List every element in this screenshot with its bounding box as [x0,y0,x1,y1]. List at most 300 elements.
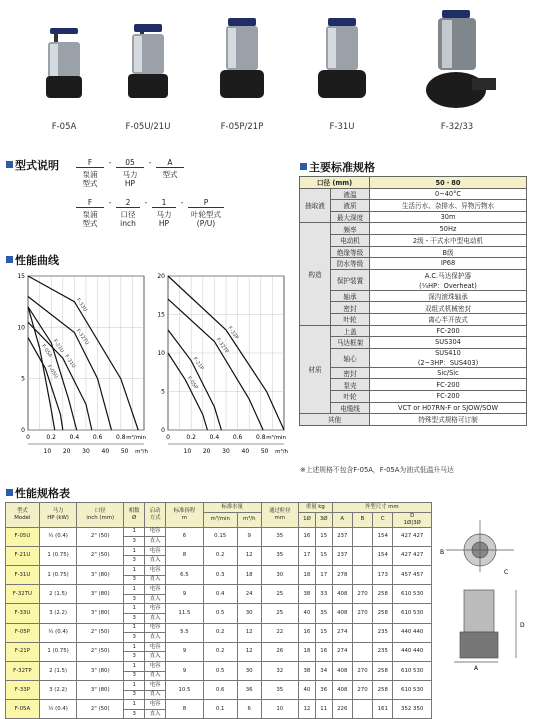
w3-cell: 36 [315,681,332,700]
y-tick-label: 10 [17,324,25,332]
spec-key: 最大深度 [331,211,370,223]
product-label: F-05A [51,122,77,132]
spec-key: 液温 [331,188,370,200]
spec-value: SUS410 (2~3HP：SUS403) [370,348,527,367]
inch-cell: 2" (50) [77,527,124,546]
start-cell: 电容 [145,681,166,691]
product-label: F-05U/21U [125,122,171,132]
code-dash: - [180,198,184,207]
B-cell [352,623,372,642]
y-tick-label: 5 [161,388,165,396]
w3-cell: 15 [315,527,332,546]
spec-row [300,379,527,391]
spec-key: 频率 [331,223,370,235]
section-bullet-icon [6,256,13,263]
m3h-cell: 24 [237,585,261,604]
spec-section-title: 主要标准规格 [300,159,375,175]
model-code: A [156,158,184,168]
phase-cell: 3 [124,652,145,662]
performance-chart-right [146,268,294,470]
phase-cell: 3 [124,594,145,604]
phase-cell: 3 [124,690,145,700]
start-cell: 直入 [145,537,166,547]
pump-image-f32-33 [412,8,502,108]
y-tick-label: 20 [157,273,165,280]
model-cell: F-32TU [6,585,40,604]
start-cell: 电容 [145,546,166,556]
hp-cell: 1 (0.75) [39,546,77,565]
hp-cell: 1 (0.75) [39,565,77,584]
d1-value: 610 [401,667,412,674]
start-cell: 直入 [145,690,166,700]
d3-value: 530 [413,686,424,693]
w3-cell: 15 [315,623,332,642]
m3h-cell: 12 [237,546,261,565]
code-dash: - [108,158,112,167]
d1-value: 610 [401,590,412,597]
performance-spec-table [5,502,432,719]
section-bullet-icon [300,163,307,170]
d1-value: 427 [401,533,412,540]
phase-cell: 1 [124,527,145,537]
d-cell [393,565,432,584]
pass-cell: 30 [261,565,298,584]
phase-cell: 3 [124,709,145,719]
x-axis-label: m³/min [126,435,146,441]
start-cell: 直入 [145,575,166,585]
d3-value: 350 [413,705,424,712]
head-cell: 9 [166,642,203,661]
inch-cell: 3" (80) [77,604,124,623]
w3-cell: 33 [315,585,332,604]
product-label: F-32/33 [440,122,474,132]
hp-cell: 3 (2.2) [39,604,77,623]
phase-cell: 3 [124,575,145,585]
series-label: F-05P [185,375,199,391]
m3h-cell: 36 [237,681,261,700]
m3min-cell: 0.2 [203,546,237,565]
table-row [6,700,432,710]
d-cell [393,604,432,623]
x2-axis-label: m³/h [275,449,288,455]
spec-value: B级 [370,246,527,258]
x-tick-label: 0 [26,434,30,441]
w1-cell: 16 [299,527,316,546]
model-code: 1 [152,198,176,208]
d1-value: 610 [401,686,412,693]
series-label: F-33U [74,297,89,313]
x2-tick-label: 50 [260,448,269,455]
table-row [6,661,432,671]
w3-cell: 15 [315,546,332,565]
product-label: F-31U [329,122,355,132]
inch-cell: 2" (50) [77,642,124,661]
spec-row [300,390,527,402]
spec-value: 生活污水、杂排水、异物污物水 [370,200,527,212]
start-cell: 直入 [145,633,166,643]
series-label: F-31U [63,353,77,370]
y-tick-label: 15 [157,311,165,319]
start-cell: 电容 [145,565,166,575]
w1-cell: 12 [299,700,316,719]
table-row [6,681,432,691]
dimension-label: A [474,665,479,672]
code-label: 马力 HP [122,170,138,188]
m3min-cell: 0.15 [203,527,237,546]
spec-row [300,302,527,314]
pass-cell: 35 [261,681,298,700]
spec-key: 叶轮 [331,390,370,402]
start-cell: 电容 [145,585,166,595]
performance-chart-left [6,268,152,470]
phase-cell: 3 [124,556,145,566]
pump-image-f05p-21p [206,8,278,108]
m3min-cell: 0.1 [203,700,237,719]
m3h-cell: 6 [237,700,261,719]
B-cell: 270 [352,604,372,623]
pass-cell: 25 [261,585,298,604]
pass-cell: 35 [261,546,298,565]
phase-cell: 1 [124,565,145,575]
spec-row [300,414,527,426]
m3min-cell: 0.3 [203,565,237,584]
table-row [6,604,432,614]
B-cell [352,642,372,661]
spec-value: 50Hz [370,223,527,235]
x-axis-label: m³/min [266,435,286,441]
spec-header-row [300,177,527,189]
model-code: 05 [116,158,144,168]
spec-row [300,325,527,337]
start-cell: 电容 [145,700,166,710]
m3min-cell: 0.2 [203,623,237,642]
start-cell: 电容 [145,527,166,537]
perf-subheader: D [410,512,415,519]
phase-cell: 1 [124,681,145,691]
pass-cell: 22 [261,623,298,642]
spec-row [300,223,527,235]
perf-header: 标准扬程 m [166,503,203,528]
spec-row [300,313,527,325]
phase-cell: 1 [124,585,145,595]
d3-value: 530 [413,590,424,597]
spec-row [300,367,527,379]
w1-cell: 18 [299,565,316,584]
spec-key: 其他 [300,414,370,426]
perf-subheader: 3Ø [315,512,332,527]
y-tick-label: 5 [21,375,25,383]
phase-cell: 1 [124,661,145,671]
perf-header: 标准水量 [203,503,261,513]
x2-tick-label: 10 [183,448,192,455]
head-cell: 8 [166,546,203,565]
m3h-cell: 12 [237,642,261,661]
x-tick-label: 0.8 [256,434,266,441]
series-label: F-05U [45,364,60,380]
dimension-label: D [520,622,525,629]
x-tick-label: 0.8 [116,434,126,441]
model-cell: F-05P [6,623,40,642]
spec-group-label: 构造 [300,223,331,325]
w1-cell: 40 [299,681,316,700]
hp-cell: 2 (1.5) [39,661,77,680]
hp-cell: ½ (0.4) [39,623,77,642]
perf-section-title: 性能规格表 [6,485,70,501]
spec-header-key: 口径 (mm) [300,177,370,189]
spec-row [300,188,527,200]
spec-key: 电缆线 [331,402,370,414]
head-cell: 6 [166,527,203,546]
d3-value: 427 [413,533,424,540]
pass-cell: 10 [261,700,298,719]
x2-tick-label: 20 [202,448,211,455]
spec-key: 轴承 [331,290,370,302]
table-row [6,546,432,556]
table-row [6,565,432,575]
perf-subheader: m³/h [237,512,261,527]
series-label: F-21U [51,338,65,354]
A-cell: 274 [332,623,352,642]
d-cell [393,661,432,680]
head-cell: 9 [166,585,203,604]
C-cell: 258 [373,604,393,623]
m3min-cell: 0.2 [203,642,237,661]
spec-key: 液质 [331,200,370,212]
spec-row [300,269,527,290]
spec-key: 密封 [331,302,370,314]
C-cell: 235 [373,642,393,661]
y-tick-label: 0 [161,427,165,434]
start-cell: 直入 [145,652,166,662]
spec-value: 30m [370,211,527,223]
C-cell: 154 [373,527,393,546]
table-row [6,585,432,595]
code-dash: - [144,198,148,207]
head-cell: 5.5 [166,623,203,642]
spec-value: FC-200 [370,325,527,337]
code-dash: - [148,158,152,167]
spec-value: 离心半开放式 [370,313,527,325]
w1-cell: 17 [299,546,316,565]
d3-value: 427 [413,552,424,559]
A-cell: 274 [332,642,352,661]
series-label: F-05A [39,343,54,359]
phase-cell: 1 [124,700,145,710]
d3-value: 530 [413,667,424,674]
perf-header: 外型尺寸 mm [332,503,431,513]
A-cell: 237 [332,546,352,565]
perf-subheader: D 1Ø|3Ø [393,512,432,527]
x2-tick-label: 10 [43,448,52,455]
perf-subheader: m³/min [203,512,237,527]
pass-cell: 32 [261,661,298,680]
model-cell: F-05U [6,527,40,546]
model-cell: F-33U [6,604,40,623]
x-tick-label: 0.4 [209,434,220,441]
spec-value: 特殊型式规格可订制 [370,414,527,426]
x2-tick-label: 40 [101,448,110,455]
d1-value: 352 [401,705,412,712]
m3h-cell: 18 [237,565,261,584]
series-label: F-32TU [74,328,90,347]
start-cell: 电容 [145,623,166,633]
head-cell: 11.5 [166,604,203,623]
spec-key: 防水等级 [331,258,370,270]
spec-table [299,176,527,426]
spec-row [300,258,527,270]
d3-value: 440 [413,648,424,655]
start-cell: 电容 [145,642,166,652]
series-label: F-21P [191,356,205,372]
spec-row [300,234,527,246]
spec-value: FC-200 [370,390,527,402]
spec-value: 深沟滚珠轴承 [370,290,527,302]
d-cell [393,681,432,700]
w1-cell: 16 [299,623,316,642]
w1-cell: 40 [299,604,316,623]
d1-value: 440 [401,648,412,655]
m3min-cell: 0.4 [203,585,237,604]
A-cell: 408 [332,681,352,700]
start-cell: 直入 [145,556,166,566]
B-cell [352,565,372,584]
model-cell: F-33P [6,681,40,700]
pass-cell: 25 [261,604,298,623]
x-tick-label: 0.6 [232,434,243,441]
spec-key: 泵壳 [331,379,370,391]
w3-cell: 17 [315,565,332,584]
pump-image-f31u [306,8,378,108]
A-cell: 226 [332,700,352,719]
model-code: P [188,198,224,208]
head-cell: 6.5 [166,565,203,584]
product-label: F-05P/21P [220,122,264,132]
table-row [6,642,432,652]
d-cell [393,585,432,604]
w3-cell: 16 [315,642,332,661]
phase-cell: 3 [124,537,145,547]
model-section-title: 型式说明 [6,157,59,173]
spec-header-value: 50・80 [370,177,527,189]
spec-footnote: ※上述规格不包含F-05A，F-05A为油式低温升马达 [300,466,454,474]
perf-header: 马力 HP (kW) [39,503,77,528]
hp-cell: 3 (2.2) [39,681,77,700]
code-label: 叶轮型式 (P/U) [191,210,221,228]
table-row [6,623,432,633]
pump-image-f05a [28,8,100,108]
spec-value: IP68 [370,258,527,270]
table-row [6,527,432,537]
curve-section-title: 性能曲线 [6,252,59,268]
model-cell: F-21U [6,546,40,565]
d3-value: 457 [413,571,424,578]
model-code: F [76,158,104,168]
spec-key: 叶轮 [331,313,370,325]
spec-row [300,337,527,349]
spec-key: 马达框架 [331,337,370,349]
spec-value: A.C.马达保护器 (⅓HP：Overheat) [370,269,527,290]
A-cell: 408 [332,585,352,604]
perf-header: 相数 Ø [124,503,145,528]
B-cell [352,700,372,719]
x2-tick-label: 20 [62,448,71,455]
spec-value: SUS304 [370,337,527,349]
m3min-cell: 0.5 [203,661,237,680]
x2-tick-label: 50 [120,448,129,455]
series-label: F-33P [226,325,240,341]
perf-subheader: B [352,512,372,527]
start-cell: 直入 [145,709,166,719]
B-cell: 270 [352,681,372,700]
w3-cell: 34 [315,661,332,680]
head-cell: 9 [166,661,203,680]
B-cell: 270 [352,661,372,680]
perf-subheader: 1Ø [299,512,316,527]
m3h-cell: 30 [237,604,261,623]
start-cell: 电容 [145,661,166,671]
C-cell: 173 [373,565,393,584]
code-label: 泵浦 型式 [82,210,98,228]
spec-key: 密封 [331,367,370,379]
section-bullet-icon [6,161,13,168]
model-cell: F-21P [6,642,40,661]
d1-value: 427 [401,552,412,559]
d1-value: 440 [401,629,412,636]
model-cell: F-32TP [6,661,40,680]
pump-image-f05u-21u [112,8,184,108]
spec-value: Sic/Sic [370,367,527,379]
inch-cell: 3" (80) [77,585,124,604]
d-cell [393,623,432,642]
perf-header-row [6,503,432,513]
B-cell: 270 [352,585,372,604]
inch-cell: 2" (50) [77,700,124,719]
x2-tick-label: 30 [82,448,90,455]
d-cell [393,642,432,661]
C-cell: 161 [373,700,393,719]
spec-value: FC-200 [370,379,527,391]
spec-value: VCT or H07RN-F or SJOW/SOW [370,402,527,414]
code-label: 马力 HP [156,210,172,228]
inch-cell: 3" (80) [77,565,124,584]
m3h-cell: 9 [237,527,261,546]
C-cell: 235 [373,623,393,642]
w3-cell: 11 [315,700,332,719]
x-tick-label: 0.6 [92,434,103,441]
spec-row [300,290,527,302]
m3h-cell: 12 [237,623,261,642]
series-label: F-32TP [214,337,230,355]
pass-cell: 26 [261,642,298,661]
code-label: 口径 inch [120,210,136,228]
w1-cell: 18 [299,642,316,661]
code-label: 泵浦 型式 [82,170,98,188]
phase-cell: 1 [124,546,145,556]
d-cell [393,527,432,546]
C-cell: 258 [373,681,393,700]
perf-header: 启动 方式 [145,503,166,528]
w1-cell: 38 [299,661,316,680]
pass-cell: 35 [261,527,298,546]
y-tick-label: 15 [17,273,25,280]
m3min-cell: 0.6 [203,681,237,700]
spec-value: 0~40°C [370,188,527,200]
spec-value: 2级・干式水中型电动机 [370,234,527,246]
spec-group-label: 材质 [300,325,331,414]
head-cell: 8 [166,700,203,719]
x2-tick-label: 30 [222,448,230,455]
spec-row [300,211,527,223]
